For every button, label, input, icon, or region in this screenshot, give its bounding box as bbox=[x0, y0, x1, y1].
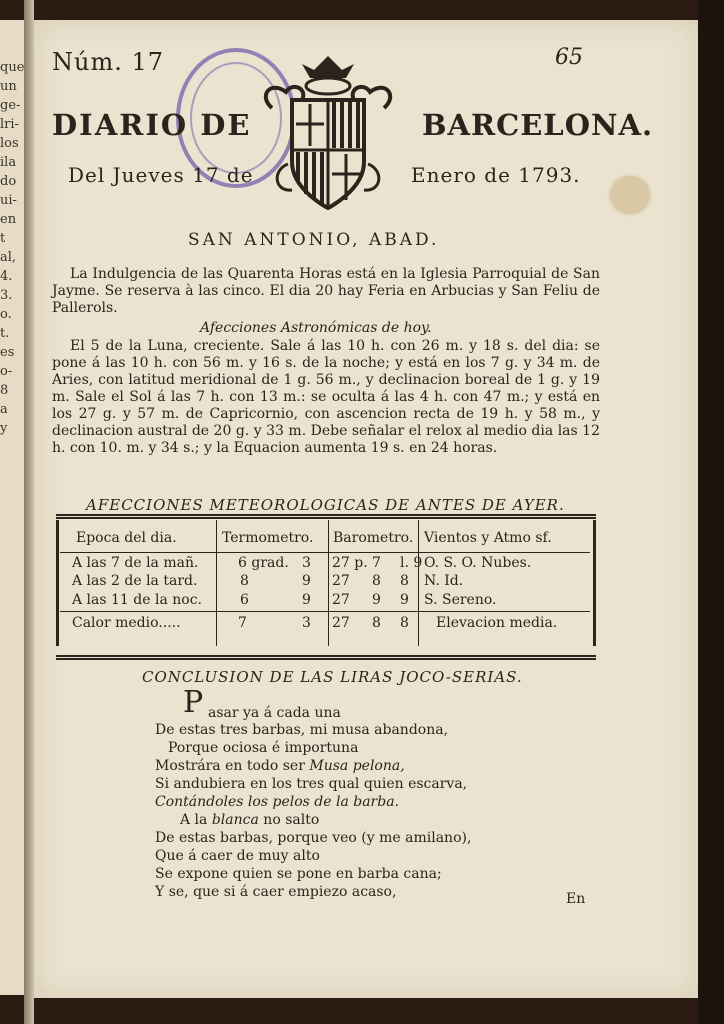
facing-page-fragment: y bbox=[0, 421, 8, 436]
table-cell-epoch: A las 7 de la mañ. bbox=[72, 555, 199, 571]
table-divider bbox=[328, 520, 329, 646]
table-cell-b2: 9 bbox=[372, 592, 381, 608]
summary-cell-b2: 8 bbox=[372, 615, 381, 631]
poem-line: De estas barbas, porque veo (y me amilano), bbox=[155, 830, 472, 846]
facing-page-fragment: 8 bbox=[0, 383, 9, 398]
poem-line: De estas tres barbas, mi musa abandona, bbox=[155, 722, 449, 738]
poem-line: Porque ociosa é importuna bbox=[168, 740, 359, 756]
table-divider bbox=[216, 520, 217, 646]
paper-stain bbox=[611, 177, 649, 213]
facing-page-fragment: t bbox=[0, 231, 6, 246]
table-cell-wind: S. Sereno. bbox=[424, 592, 497, 608]
header-rule bbox=[60, 552, 590, 553]
masthead-left: DIARIO DE bbox=[52, 108, 252, 142]
table-cell-b1: 27 bbox=[332, 592, 350, 608]
date-left: Del Jueves 17 de bbox=[68, 163, 254, 187]
facing-page-fragment: 3. bbox=[0, 288, 13, 303]
facing-page-fragment: un bbox=[0, 79, 17, 94]
poem-line bbox=[155, 794, 399, 810]
summary-rule bbox=[60, 611, 590, 612]
saint-of-day: SAN ANTONIO, ABAD. bbox=[188, 230, 440, 250]
poem-line: Si andubiera en los tres qual quien escarva, bbox=[155, 776, 468, 792]
table-cell-t1: 6 grad. bbox=[238, 555, 289, 571]
table-cell-b3: 9 bbox=[400, 592, 409, 608]
astro-paragraph bbox=[52, 338, 600, 457]
drop-cap: P bbox=[183, 685, 204, 720]
table-divider bbox=[418, 520, 419, 646]
facing-page-fragment: que bbox=[0, 60, 24, 75]
header-winds: Vientos y Atmo sf. bbox=[424, 530, 552, 546]
facing-page-fragment: a bbox=[0, 402, 8, 417]
facing-page-fragment: o. bbox=[0, 307, 12, 322]
poem-line bbox=[180, 812, 319, 828]
meteorology-title: AFECCIONES METEOROLOGICAS DE ANTES DE AYER. bbox=[86, 496, 565, 514]
table-cell-b2: 8 bbox=[372, 573, 381, 589]
table-cell-epoch: A las 2 de la tard. bbox=[72, 573, 198, 589]
facing-page-fragment: ge- bbox=[0, 98, 21, 113]
table-cell-t2: 3 bbox=[302, 555, 311, 571]
summary-cell-wind: Elevacion media. bbox=[436, 615, 558, 631]
issue-number: Núm. 17 bbox=[52, 48, 165, 76]
poem-line-text: Mostrára en todo ser bbox=[155, 758, 305, 774]
facing-page-fragment: t. bbox=[0, 326, 10, 341]
date-right: Enero de 1793. bbox=[411, 163, 581, 187]
facing-page-fragment: los bbox=[0, 136, 19, 151]
table-border-right bbox=[593, 520, 596, 646]
table-cell-t1: 6 bbox=[240, 592, 249, 608]
indulgence-text: La Indulgencia de las Quarenta Horas está en la Iglesia Parroquial de San Jayme. Se reserva à las cinco. El dia 20 hay Feria en Arbucias y San Feliu de Pallerols. bbox=[52, 266, 600, 316]
scan-border bbox=[698, 0, 724, 1024]
facing-page-fragment: en bbox=[0, 212, 17, 227]
indulgence-paragraph bbox=[52, 266, 600, 317]
table-cell-wind: O. S. O. Nubes. bbox=[424, 555, 532, 571]
poem-line: Se expone quien se pone en barba cana; bbox=[155, 866, 442, 882]
poem-italic: blanca bbox=[211, 812, 259, 828]
table-border-left bbox=[56, 520, 59, 646]
summary-cell-t2: 3 bbox=[302, 615, 311, 631]
header-epoch: Epoca del dia. bbox=[76, 530, 177, 546]
poem-line-text: no salto bbox=[263, 812, 320, 828]
table-cell-b3: l. 9 bbox=[400, 555, 423, 571]
facing-page-fragment: es bbox=[0, 345, 15, 360]
summary-cell-epoch: Calor medio..... bbox=[72, 615, 181, 631]
poem-line: Y se, que si á caer empiezo acaso, bbox=[155, 884, 397, 900]
table-cell-epoch: A las 11 de la noc. bbox=[72, 592, 202, 608]
facing-page-fragment: al, bbox=[0, 250, 17, 265]
summary-cell-b1: 27 bbox=[332, 615, 350, 631]
table-cell-b3: 8 bbox=[400, 573, 409, 589]
summary-cell-b3: 8 bbox=[400, 615, 409, 631]
header-barometer: Barometro. bbox=[333, 530, 414, 546]
poem-title: CONCLUSION DE LAS LIRAS JOCO-SERIAS. bbox=[142, 668, 523, 686]
table-cell-t2: 9 bbox=[302, 592, 311, 608]
table-cell-b2: 7 bbox=[372, 555, 381, 571]
facing-page-fragment: do bbox=[0, 174, 17, 189]
poem-line: Que á caer de muy alto bbox=[155, 848, 320, 864]
book-gutter bbox=[24, 0, 34, 1024]
facing-page-fragment: 4. bbox=[0, 269, 13, 284]
poem-italic: Musa pelona, bbox=[309, 758, 405, 774]
poem-line bbox=[155, 758, 405, 774]
page-number: 65 bbox=[555, 45, 583, 70]
facing-page-edge bbox=[0, 20, 24, 995]
table-cell-t2: 9 bbox=[302, 573, 311, 589]
masthead-right: BARCELONA. bbox=[422, 108, 654, 142]
table-cell-t1: 8 bbox=[240, 573, 249, 589]
astro-heading: Afecciones Astronómicas de hoy. bbox=[200, 320, 432, 336]
table-cell-b1: 27 p. bbox=[332, 555, 368, 571]
facing-page-fragment: o- bbox=[0, 364, 13, 379]
astro-text: El 5 de la Luna, creciente. Sale á las 10 h. con 26 m. y 18 s. del dia: se pone á las 10 h. con 56 m. y 16 s. de la noche; y está en los 7 g. y 34 m. de Aries, con latitud meridional de 1 g. 56 m., y declinacion boreal de 1 g. y 19 m. Sale el Sol á las 7 h. con 13 m.: se oculta á las 4 h. con 47 m.; y está en los 27 g. y 57 m. de Capricornio, con ascencion recta de 19 h. y 58 m., y declinacion austral de 20 g. y 33 m. Debe señalar el relox al medio dia las 12 h. con 10. m. y 34 s.; y la Equacion aumenta 19 s. en 24 horas. bbox=[52, 338, 600, 456]
facing-page-fragment: lri- bbox=[0, 117, 19, 132]
summary-cell-t1: 7 bbox=[238, 615, 247, 631]
table-cell-wind: N. Id. bbox=[424, 573, 464, 589]
poem-line: asar ya á cada una bbox=[208, 705, 341, 721]
facing-page-fragment: ui- bbox=[0, 193, 17, 208]
catchword: En bbox=[566, 891, 586, 907]
barcelona-coat-of-arms-icon bbox=[252, 52, 404, 214]
facing-page-fragment: ila bbox=[0, 155, 17, 170]
header-thermometer: Termometro. bbox=[222, 530, 314, 546]
poem-line-text: A la bbox=[180, 812, 208, 828]
poem-italic: Contándoles los pelos de la barba. bbox=[155, 794, 399, 810]
table-cell-b1: 27 bbox=[332, 573, 350, 589]
